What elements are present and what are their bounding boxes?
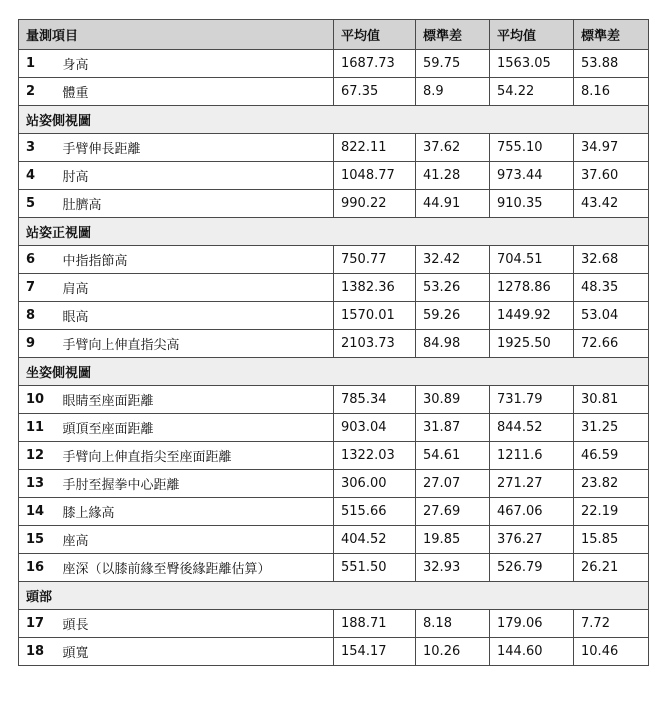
mean-value-1: 1048.77 <box>334 162 416 190</box>
table-row <box>19 246 649 274</box>
mean-value-1: 1687.73 <box>334 50 416 78</box>
sd-value-1: 31.87 <box>416 414 490 442</box>
mean-value-1: 785.34 <box>334 386 416 414</box>
header-sd-1: 標準差 <box>416 20 490 50</box>
sd-value-2: 23.82 <box>574 470 649 498</box>
mean-value-1: 515.66 <box>334 498 416 526</box>
row-number: 10 <box>19 386 56 414</box>
sd-value-2: 48.35 <box>574 274 649 302</box>
mean-value-2: 704.51 <box>490 246 574 274</box>
sd-value-1: 19.85 <box>416 526 490 554</box>
sd-value-1: 10.26 <box>416 638 490 666</box>
sd-value-2: 15.85 <box>574 526 649 554</box>
mean-value-2: 731.79 <box>490 386 574 414</box>
row-number: 16 <box>19 554 56 582</box>
sd-value-2: 22.19 <box>574 498 649 526</box>
mean-value-2: 1925.50 <box>490 330 574 358</box>
section-title: 站姿正視圖 <box>19 218 649 246</box>
measure-name: 手臂向上伸直指尖高 <box>56 330 334 358</box>
measure-name: 肘高 <box>56 162 334 190</box>
row-number: 7 <box>19 274 56 302</box>
table-row <box>19 638 649 666</box>
header-mean-1: 平均值 <box>334 20 416 50</box>
table-row <box>19 386 649 414</box>
mean-value-1: 154.17 <box>334 638 416 666</box>
table-row <box>19 414 649 442</box>
sd-value-1: 44.91 <box>416 190 490 218</box>
mean-value-1: 1570.01 <box>334 302 416 330</box>
mean-value-1: 188.71 <box>334 610 416 638</box>
mean-value-2: 144.60 <box>490 638 574 666</box>
mean-value-2: 1278.86 <box>490 274 574 302</box>
measure-name: 頭長 <box>56 610 334 638</box>
section-title: 頭部 <box>19 582 649 610</box>
row-number: 11 <box>19 414 56 442</box>
measure-name: 眼睛至座面距離 <box>56 386 334 414</box>
measure-name: 肚臍高 <box>56 190 334 218</box>
sd-value-1: 8.18 <box>416 610 490 638</box>
row-number: 8 <box>19 302 56 330</box>
row-number: 9 <box>19 330 56 358</box>
mean-value-2: 844.52 <box>490 414 574 442</box>
table-row <box>19 50 649 78</box>
table-row <box>19 554 649 582</box>
mean-value-1: 750.77 <box>334 246 416 274</box>
sd-value-2: 26.21 <box>574 554 649 582</box>
sd-value-1: 84.98 <box>416 330 490 358</box>
table-row <box>19 162 649 190</box>
header-row <box>19 20 649 50</box>
measure-name: 手肘至握拳中心距離 <box>56 470 334 498</box>
mean-value-1: 990.22 <box>334 190 416 218</box>
row-number: 18 <box>19 638 56 666</box>
row-number: 12 <box>19 442 56 470</box>
measure-name: 座高 <box>56 526 334 554</box>
row-number: 5 <box>19 190 56 218</box>
table-row <box>19 442 649 470</box>
mean-value-1: 2103.73 <box>334 330 416 358</box>
table-body <box>19 50 649 666</box>
mean-value-2: 1563.05 <box>490 50 574 78</box>
mean-value-2: 910.35 <box>490 190 574 218</box>
sd-value-1: 32.42 <box>416 246 490 274</box>
measure-name: 座深（以膝前緣至臀後緣距離估算） <box>56 554 334 582</box>
measure-name: 眼高 <box>56 302 334 330</box>
sd-value-2: 7.72 <box>574 610 649 638</box>
table-row <box>19 190 649 218</box>
table-row <box>19 78 649 106</box>
sd-value-2: 10.46 <box>574 638 649 666</box>
sd-value-1: 37.62 <box>416 134 490 162</box>
mean-value-2: 1449.92 <box>490 302 574 330</box>
mean-value-1: 1322.03 <box>334 442 416 470</box>
section-row <box>19 582 649 610</box>
sd-value-2: 43.42 <box>574 190 649 218</box>
mean-value-1: 822.11 <box>334 134 416 162</box>
measure-name: 手臂伸長距離 <box>56 134 334 162</box>
measure-name: 身高 <box>56 50 334 78</box>
sd-value-1: 41.28 <box>416 162 490 190</box>
section-title: 坐姿側視圖 <box>19 358 649 386</box>
sd-value-2: 32.68 <box>574 246 649 274</box>
table-row <box>19 274 649 302</box>
table-row <box>19 610 649 638</box>
row-number: 17 <box>19 610 56 638</box>
row-number: 3 <box>19 134 56 162</box>
sd-value-1: 30.89 <box>416 386 490 414</box>
mean-value-1: 306.00 <box>334 470 416 498</box>
section-title: 站姿側視圖 <box>19 106 649 134</box>
sd-value-1: 27.69 <box>416 498 490 526</box>
table-row <box>19 498 649 526</box>
row-number: 13 <box>19 470 56 498</box>
sd-value-1: 8.9 <box>416 78 490 106</box>
sd-value-2: 8.16 <box>574 78 649 106</box>
mean-value-2: 1211.6 <box>490 442 574 470</box>
table-row <box>19 330 649 358</box>
row-number: 15 <box>19 526 56 554</box>
table-row <box>19 134 649 162</box>
sd-value-1: 27.07 <box>416 470 490 498</box>
row-number: 4 <box>19 162 56 190</box>
mean-value-1: 404.52 <box>334 526 416 554</box>
section-row <box>19 106 649 134</box>
section-row <box>19 218 649 246</box>
mean-value-2: 526.79 <box>490 554 574 582</box>
mean-value-1: 67.35 <box>334 78 416 106</box>
measure-name: 手臂向上伸直指尖至座面距離 <box>56 442 334 470</box>
measure-name: 中指指節高 <box>56 246 334 274</box>
mean-value-1: 551.50 <box>334 554 416 582</box>
measure-name: 膝上緣高 <box>56 498 334 526</box>
mean-value-2: 54.22 <box>490 78 574 106</box>
sd-value-2: 30.81 <box>574 386 649 414</box>
measure-name: 頭寬 <box>56 638 334 666</box>
mean-value-2: 376.27 <box>490 526 574 554</box>
measure-name: 肩高 <box>56 274 334 302</box>
mean-value-2: 467.06 <box>490 498 574 526</box>
table-row <box>19 470 649 498</box>
mean-value-2: 179.06 <box>490 610 574 638</box>
sd-value-2: 34.97 <box>574 134 649 162</box>
table-row <box>19 526 649 554</box>
header-sd-2: 標準差 <box>574 20 649 50</box>
measure-name: 體重 <box>56 78 334 106</box>
mean-value-2: 973.44 <box>490 162 574 190</box>
row-number: 1 <box>19 50 56 78</box>
header-mean-2: 平均值 <box>490 20 574 50</box>
sd-value-1: 59.75 <box>416 50 490 78</box>
sd-value-1: 59.26 <box>416 302 490 330</box>
sd-value-2: 53.04 <box>574 302 649 330</box>
sd-value-1: 53.26 <box>416 274 490 302</box>
header-item: 量測項目 <box>19 20 334 50</box>
mean-value-2: 271.27 <box>490 470 574 498</box>
sd-value-1: 32.93 <box>416 554 490 582</box>
sd-value-2: 31.25 <box>574 414 649 442</box>
sd-value-2: 72.66 <box>574 330 649 358</box>
sd-value-2: 37.60 <box>574 162 649 190</box>
table-row <box>19 302 649 330</box>
sd-value-1: 54.61 <box>416 442 490 470</box>
measure-name: 頭頂至座面距離 <box>56 414 334 442</box>
sd-value-2: 53.88 <box>574 50 649 78</box>
measurement-table <box>18 19 649 666</box>
sd-value-2: 46.59 <box>574 442 649 470</box>
section-row <box>19 358 649 386</box>
row-number: 14 <box>19 498 56 526</box>
mean-value-1: 1382.36 <box>334 274 416 302</box>
mean-value-1: 903.04 <box>334 414 416 442</box>
row-number: 6 <box>19 246 56 274</box>
mean-value-2: 755.10 <box>490 134 574 162</box>
row-number: 2 <box>19 78 56 106</box>
